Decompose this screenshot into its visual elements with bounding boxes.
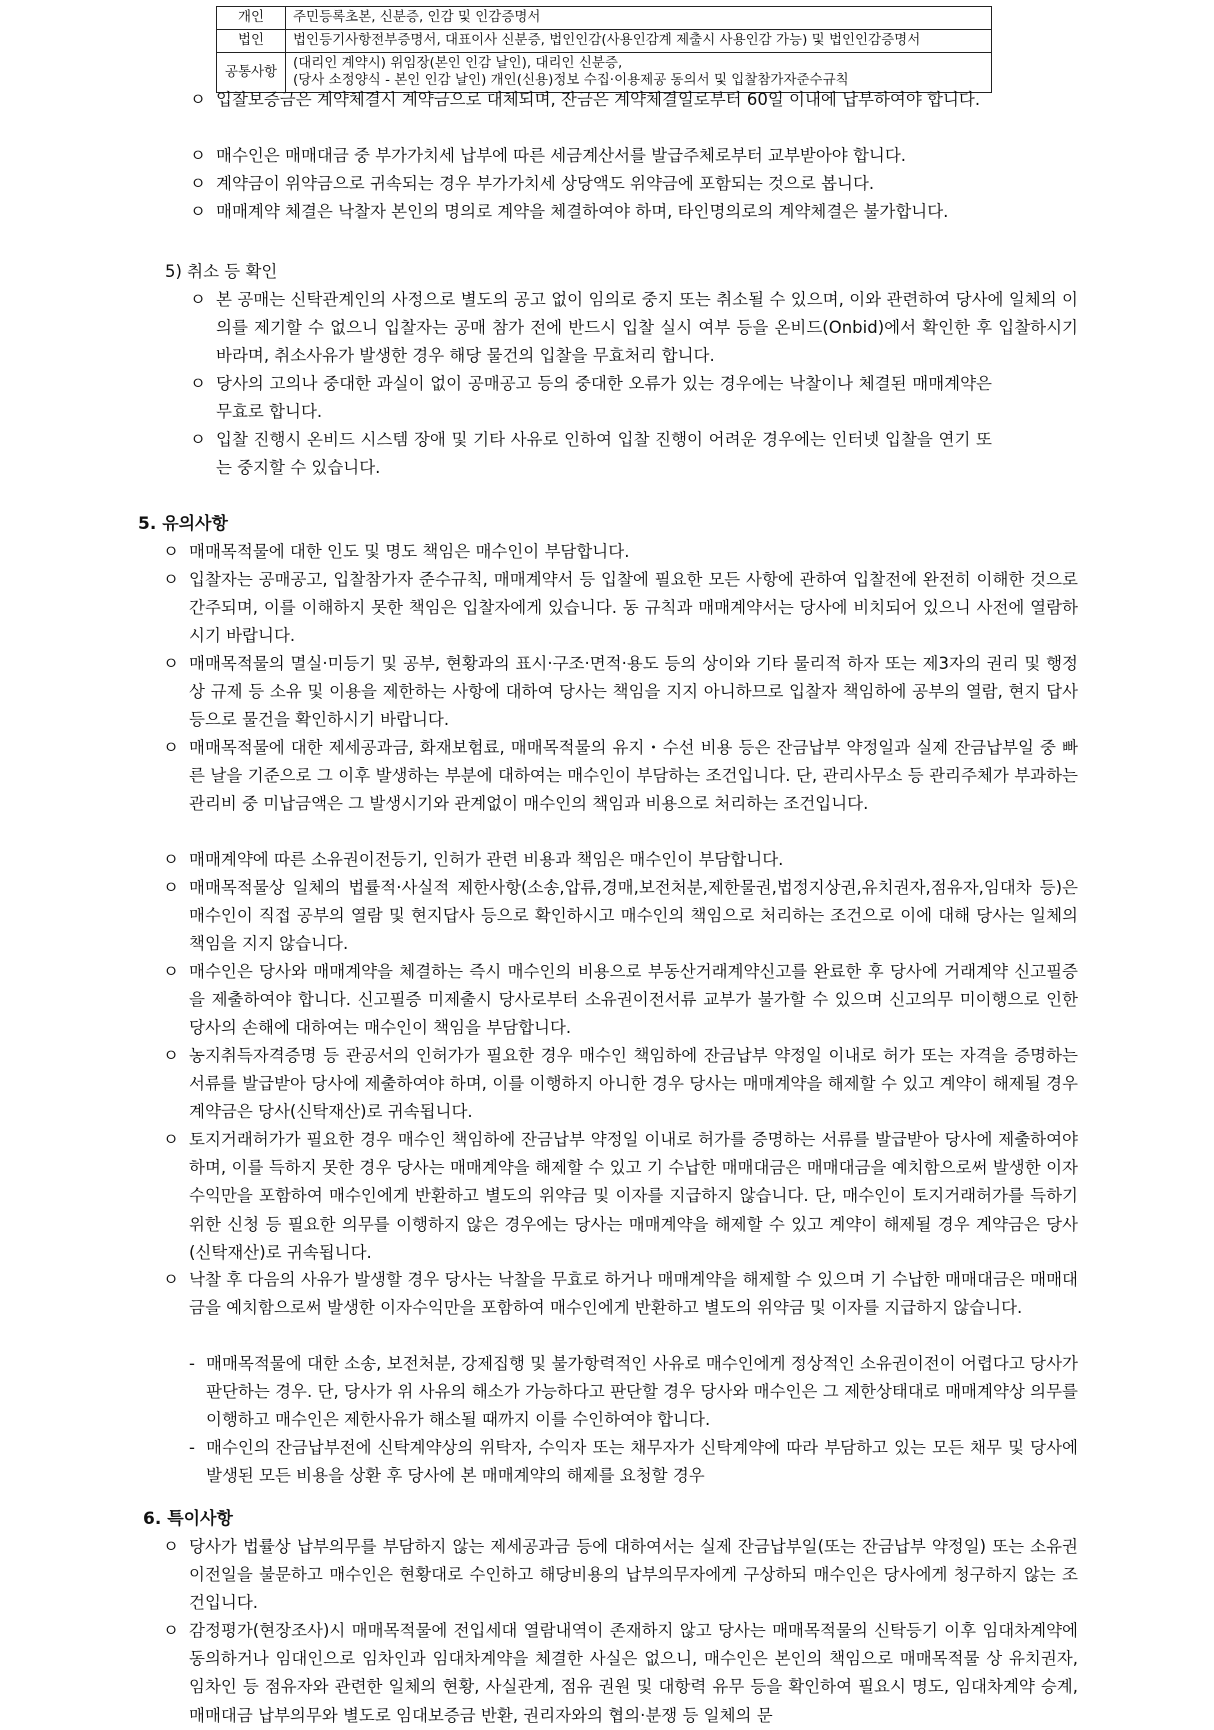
bullet-mark: ㅇ xyxy=(163,878,179,897)
list-item: 매매목적물에 대한 제세공과금, 화재보험료, 매매목적물의 유지・수선 비용 등은 잔금납부 약정일과 실제 잔금납부일 중 빠른 날을 기준으로 그 이후 발생하는 부분에 대하여는 매수인이 부담하는 조건입니다. 단, 관리사무소 등 관리주체가 부과하는 관리비 중 미납금액은 그 발생시기와 관계없이 매수인의 책임과 비용으로 처리하는 조건입니다. xyxy=(189,738,1078,814)
bullet-mark: ㅇ xyxy=(163,738,179,757)
subsection-title: 5) 취소 등 확인 xyxy=(165,262,278,281)
bullet-mark: ㅇ xyxy=(163,1270,179,1289)
list-item: 입찰 진행시 온비드 시스템 장애 및 기타 사유로 인하여 입찰 진행이 어려운 경우에는 인터넷 입찰을 연기 또는 중지할 수 있습니다. xyxy=(216,430,992,478)
list-item: 매매목적물상 일체의 법률적·사실적 제한사항(소송,압류,경매,보전처분,제한물권,법정지상권,유치권자,점유자,임대차 등)은 매수인이 직접 공부의 열람 및 현지답사 등으로 확인하시고 매수인의 책임으로 처리하는 조건으로 이에 대해 당사는 일체의 책임을 지지 않습니다. xyxy=(189,878,1078,954)
bullet-mark: ㅇ xyxy=(190,290,206,309)
dash-mark: - xyxy=(189,1354,195,1373)
bullet-mark: ㅇ xyxy=(190,90,206,109)
list-item: 매매계약에 따른 소유권이전등기, 인허가 관련 비용과 책임은 매수인이 부담합니다. xyxy=(189,850,784,869)
applicant-type-cell: 법인 xyxy=(217,29,286,52)
documents-line: (당사 소정양식 - 본인 인감 날인) 개인(신용)정보 수집·이용제공 동의서 및 입찰참가자준수규칙 xyxy=(293,72,849,89)
bullet-mark: ㅇ xyxy=(163,654,179,673)
section-heading: 5. 유의사항 xyxy=(138,514,228,534)
list-item: 매매목적물의 멸실·미등기 및 공부, 현황과의 표시·구조·면적·용도 등의 상이와 기타 물리적 하자 또는 제3자의 권리 및 행정상 규제 등 소유 및 이용을 제한하는 사항에 대하여 당사는 책임을 지지 아니하므로 입찰자 책임하에 공부의 열람, 현지 답사 등으로 물건을 확인하시기 바랍니다. xyxy=(189,654,1078,730)
bullet-mark: ㅇ xyxy=(163,1130,179,1149)
table-row xyxy=(217,29,992,52)
section-heading: 6. 특이사항 xyxy=(143,1509,233,1529)
list-item: 본 공매는 신탁관계인의 사정으로 별도의 공고 없이 임의로 중지 또는 취소될 수 있으며, 이와 관련하여 당사에 일체의 이의를 제기할 수 없으니 입찰자는 공매 참가 전에 반드시 입찰 실시 여부 등을 온비드(Onbid)에서 확인한 후 입찰하시기 바라며, 취소사유가 발생한 경우 해당 물건의 입찰을 무효처리 합니다. xyxy=(216,290,1078,366)
sub-list-item: 매수인의 잔금납부전에 신탁계약상의 위탁자, 수익자 또는 채무자가 신탁계약에 따라 부담하고 있는 모든 채무 및 당사에 발생된 모든 비용을 상환 후 당사에 본 매매계약의 해제를 요청할 경우 xyxy=(206,1438,1078,1486)
applicant-type-cell: 공통사항 xyxy=(217,52,286,93)
bullet-mark: ㅇ xyxy=(163,962,179,981)
list-item: 감정평가(현장조사)시 매매목적물에 전입세대 열람내역이 존재하지 않고 당사는 매매목적물의 신탁등기 이후 임대차계약에 동의하거나 임대인으로 임차인과 임대차계약을 체결한 사실은 없으니, 매수인은 본인의 책임으로 매매목적물 상 유치권자, 임차인 등 점유자와 관련한 일체의 현황, 사실관계, 점유 권원 및 대항력 유무 등을 확인하여 필요시 명도, 임대차계약 승계, 매매대금 납부의무와 별도로 임대보증금 반환, 권리자와의 협의·분쟁 등 일체의 문 xyxy=(189,1621,1078,1725)
bullet-mark: ㅇ xyxy=(163,570,179,589)
bullet-mark: ㅇ xyxy=(190,374,206,393)
list-item: 입찰보증금은 계약체결시 계약금으로 대체되며, 잔금은 계약체결일로부터 60일 이내에 납부하여야 합니다. xyxy=(216,90,981,109)
bullet-mark: ㅇ xyxy=(190,146,206,165)
required-documents-table xyxy=(216,6,992,93)
list-item: 매매목적물에 대한 인도 및 명도 책임은 매수인이 부담합니다. xyxy=(189,542,630,561)
bullet-mark: ㅇ xyxy=(190,202,206,221)
list-item: 농지취득자격증명 등 관공서의 인허가가 필요한 경우 매수인 책임하에 잔금납부 약정일 이내로 허가 또는 자격을 증명하는 서류를 발급받아 당사에 제출하여야 하며, 이를 이행하지 아니한 경우 당사는 매매계약을 해제할 수 있고 계약이 해제될 경우 계약금은 당사(신탁재산)로 귀속됩니다. xyxy=(189,1046,1078,1122)
applicant-type-cell: 개인 xyxy=(217,7,286,30)
bullet-mark: ㅇ xyxy=(163,1537,179,1556)
list-item: 계약금이 위약금으로 귀속되는 경우 부가가치세 상당액도 위약금에 포함되는 것으로 봅니다. xyxy=(216,174,875,193)
table-row xyxy=(217,7,992,30)
list-item: 당사가 법률상 납부의무를 부담하지 않는 제세공과금 등에 대하여서는 실제 잔금납부일(또는 잔금납부 약정일) 또는 소유권이전일을 불문하고 매수인은 현황대로 수인하고 해당비용의 납부의무자에게 구상하되 매수인은 당사에게 청구하지 않는 조건입니다. xyxy=(189,1537,1078,1613)
documents-cell: 주민등록초본, 신분증, 인감 및 인감증명서 xyxy=(286,7,992,30)
dash-mark: - xyxy=(189,1438,195,1457)
list-item: 입찰자는 공매공고, 입찰참가자 준수규칙, 매매계약서 등 입찰에 필요한 모든 사항에 관하여 입찰전에 완전히 이해한 것으로 간주되며, 이를 이해하지 못한 책임은 입찰자에게 있습니다. 동 규칙과 매매계약서는 당사에 비치되어 있으니 사전에 열람하시기 바랍니다. xyxy=(189,570,1078,646)
documents-cell: 법인등기사항전부증명서, 대표이사 신분증, 법인인감(사용인감계 제출시 사용인감 가능) 및 법인인감증명서 xyxy=(286,29,992,52)
sub-list-item: 매매목적물에 대한 소송, 보전처분, 강제집행 및 불가항력적인 사유로 매수인에게 정상적인 소유권이전이 어렵다고 당사가 판단하는 경우. 단, 당사가 위 사유의 해소가 가능하다고 판단할 경우 당사와 매수인은 그 제한상태대로 매매계약상 의무를 이행하고 매수인은 제한사유가 해소될 때까지 이를 수인하여야 합니다. xyxy=(206,1354,1078,1430)
bullet-mark: ㅇ xyxy=(163,542,179,561)
documents-line: (대리인 계약시) 위임장(본인 인감 날인), 대리인 신분증, xyxy=(293,54,623,71)
list-item: 매수인은 매매대금 중 부가가치세 납부에 따른 세금계산서를 발급주체로부터 교부받아야 합니다. xyxy=(216,146,907,165)
list-item: 낙찰 후 다음의 사유가 발생할 경우 당사는 낙찰을 무효로 하거나 매매계약을 해제할 수 있으며 기 수납한 매매대금은 매매대금을 예치함으로써 발생한 이자수익만을 포함하여 매수인에게 반환하고 별도의 위약금 및 이자를 지급하지 않습니다. xyxy=(189,1270,1078,1318)
bullet-mark: ㅇ xyxy=(190,174,206,193)
list-item: 매수인은 당사와 매매계약을 체결하는 즉시 매수인의 비용으로 부동산거래계약신고를 완료한 후 당사에 거래계약 신고필증을 제출하여야 합니다. 신고필증 미제출시 당사로부터 소유권이전서류 교부가 불가할 수 있으며 신고의무 미이행으로 인한 당사의 손해에 대하여는 매수인이 책임을 부담합니다. xyxy=(189,962,1078,1038)
bullet-mark: ㅇ xyxy=(190,430,206,449)
list-item: 토지거래허가가 필요한 경우 매수인 책임하에 잔금납부 약정일 이내로 허가를 증명하는 서류를 발급받아 당사에 제출하여야 하며, 이를 득하지 못한 경우 당사는 매매계약을 해제할 수 있고 기 수납한 매매대금은 매매대금을 예치함으로써 발생한 이자수익만을 포함하여 매수인에게 반환하고 별도의 위약금 및 이자를 지급하지 않습니다. 단, 매수인이 토지거래허가를 득하기 위한 신청 등 필요한 의무를 이행하지 않은 경우에는 당사는 매매계약을 해제할 수 있고 계약이 해제될 경우 계약금은 당사(신탁재산)로 귀속됩니다. xyxy=(189,1130,1078,1262)
list-item: 당사의 고의나 중대한 과실이 없이 공매공고 등의 중대한 오류가 있는 경우에는 낙찰이나 체결된 매매계약은 무효로 합니다. xyxy=(216,374,992,422)
bullet-mark: ㅇ xyxy=(163,1046,179,1065)
list-item: 매매계약 체결은 낙찰자 본인의 명의로 계약을 체결하여야 하며, 타인명의로의 계약체결은 불가합니다. xyxy=(216,202,949,221)
bullet-mark: ㅇ xyxy=(163,850,179,869)
bullet-mark: ㅇ xyxy=(163,1621,179,1640)
